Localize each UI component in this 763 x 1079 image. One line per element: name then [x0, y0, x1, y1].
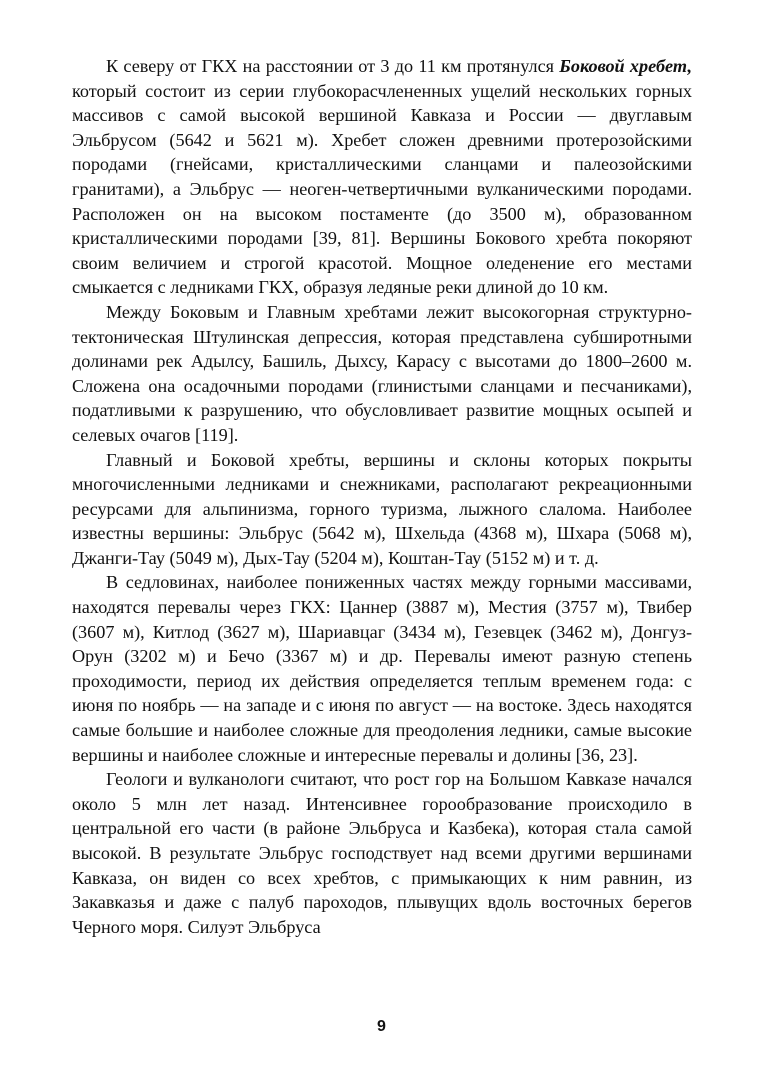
paragraph-text-rest: который состоит из серии глубокорасчлененных ущелий нескольких горных массивов с самой высокой вершиной Кавказа и России — двуглавым Эльбрусом (5642 и 5621 м). Хребет сложен древними протерозойскими породами (гнейсами, кристаллическими сланцами и палеозойскими гранитами), а Эльбрус — неоген-четвертичными вулканическими породами. Расположен он на высоком постаменте (до 3500 м), образованном кристаллическими породами [39, 81]. Вершины Бокового хребта покоряют своим величием и строгой красотой. Мощное оледенение его местами смыкается с ледниками ГКХ, образуя ледяные реки длиной до 10 км.: [72, 80, 692, 298]
page-number: 9: [377, 1018, 386, 1035]
paragraph-mountain-passes: В седловинах, наиболее пониженных частях между горными массивами, находятся перевалы через ГКХ: Цаннер (3887 м), Местия (3757 м), Твибер (3607 м), Китлод (3627 м), Шариавцаг (3434 м), Гезевцек (3462 м), Донгуз-Орун (3202 м) и Бечо (3367 м) и др. Перевалы имеют разную степень проходимости, период их действия определяется теплым временем года: с июня по ноябрь — на западе и с июня по август — на востоке. Здесь находятся самые большие и наиболее сложные для преодоления ледники, самые высокие вершины и наиболее сложные и интересные перевалы и долины [36, 23].: [72, 572, 692, 765]
lateral-ridge-term: Боковой хребет,: [559, 56, 692, 76]
paragraph-text-start: К северу от ГКХ на расстоянии от 3 до 11 км протянулся: [106, 56, 560, 76]
paragraph-shtulinskaya-depression: Между Боковым и Главным хребтами лежит высокогорная структурно-тектоническая Штулинская депрессия, которая представлена субширотными долинами рек Адылсу, Башиль, Дыхсу, Карасу с высотами до 1800–2600 м. Сложена она осадочными породами (глинистыми сланцами и песчаниками), податливыми к разрушению, что обусловливает развитие мощных осыпей и селевых очагов [119].: [72, 301, 692, 445]
paragraph-mountain-formation: Геологи и вулканологи считают, что рост гор на Большом Кавказе начался около 5 млн лет назад. Интенсивнее горообразование происходило в центральной его части (в районе Эльбруса и Казбека), которая стала самой высокой. В результате Эльбрус господствует над всеми другими вершинами Кавказа, он виден со всех хребтов, с примыкающих к ним равнин, из Закавказья и даже с палуб пароходов, плывущих вдоль восточных берегов Черного моря. Силуэт Эльбруса: [72, 769, 692, 937]
page-body: [72, 54, 692, 939]
paragraph-lateral-ridge: [72, 54, 692, 300]
paragraph-recreational-peaks: Главный и Боковой хребты, вершины и склоны которых покрыты многочисленными ледниками и снежниками, располагают рекреационными ресурсами для альпинизма, горного туризма, лыжного слалома. Наиболее известны вершины: Эльбрус (5642 м), Шхельда (4368 м), Шхара (5068 м), Джанги-Тау (5049 м), Дых-Тау (5204 м), Коштан-Тау (5152 м) и т. д.: [72, 449, 692, 568]
